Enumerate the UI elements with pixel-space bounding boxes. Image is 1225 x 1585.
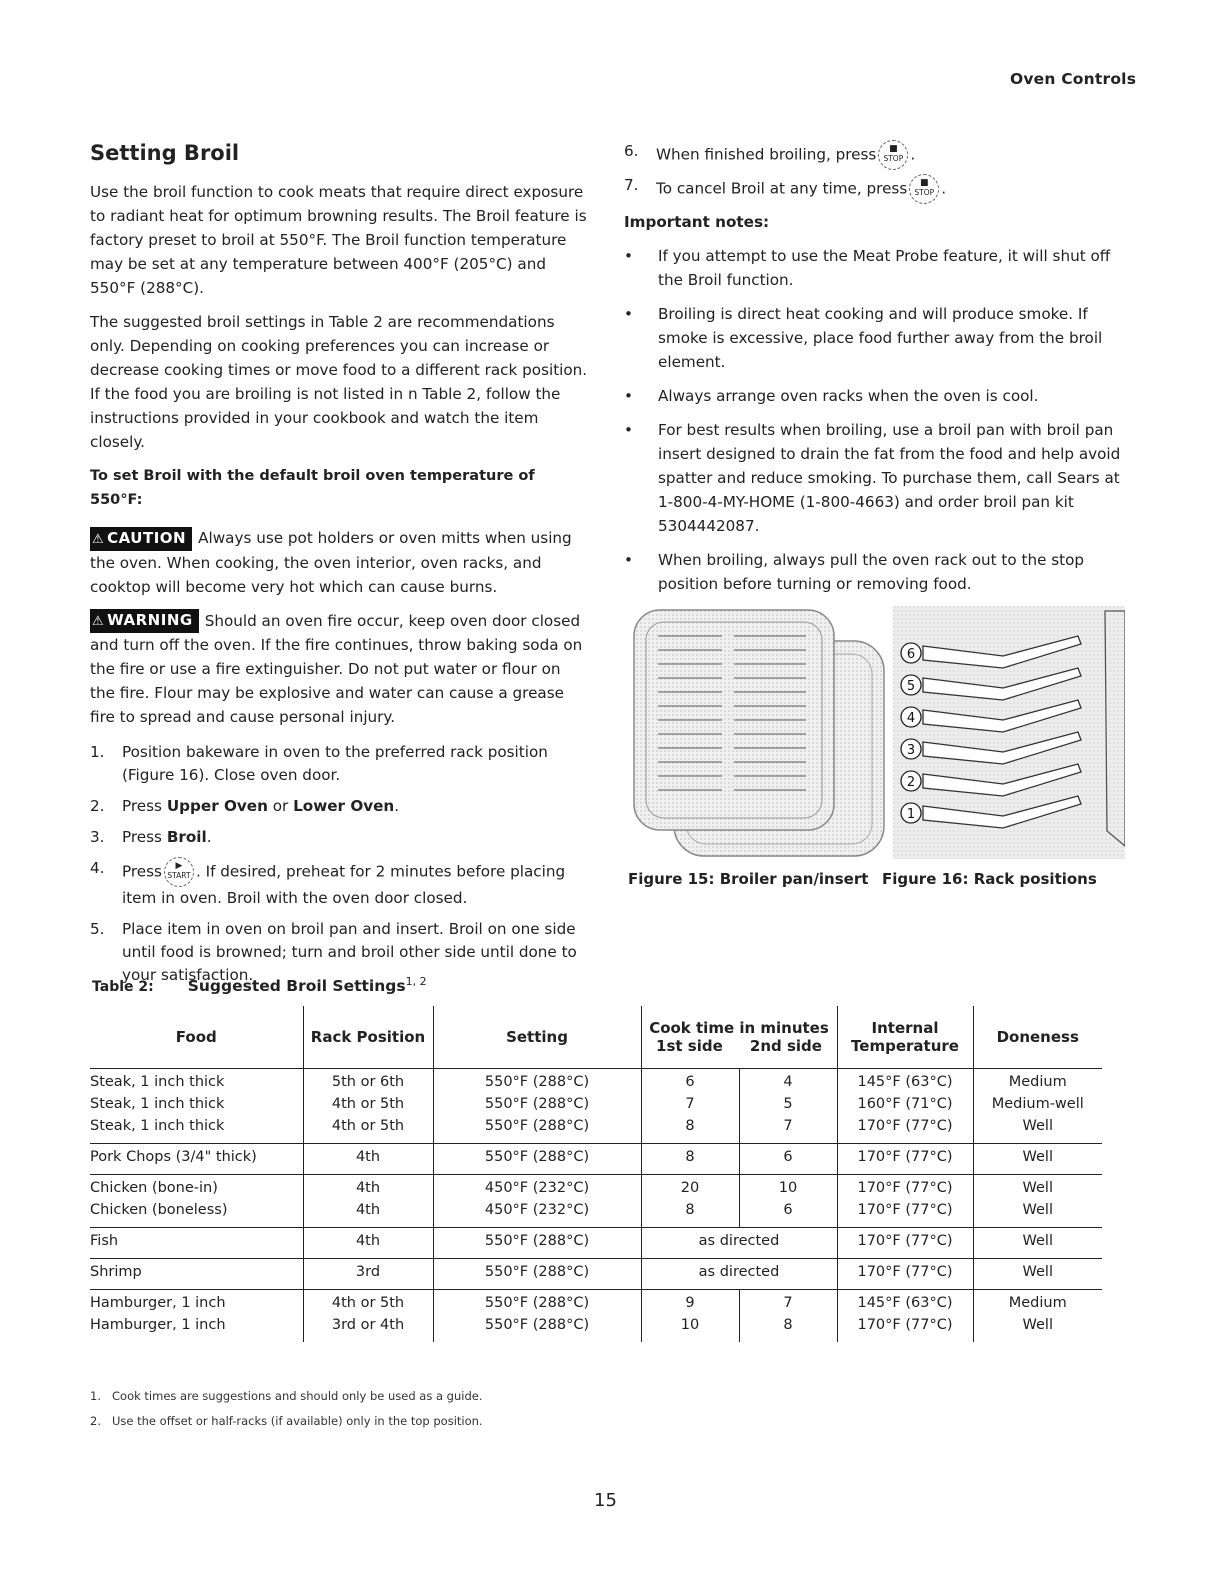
step-item: 4. Press ▶ START . If desired, preheat for 2 minutes before placing item in oven. Broil with the oven door closed. xyxy=(90,859,566,907)
table-cell: 6 7 8 xyxy=(641,1069,739,1144)
table-cell: Pork Chops (3/4" thick) xyxy=(90,1144,303,1175)
footnote: 1. Cook times are suggestions and should only be used as a guide. xyxy=(90,1389,483,1403)
stop-key-icon: ■ STOP xyxy=(878,140,908,170)
step-item: 2. Press Upper Oven or Lower Oven. xyxy=(90,797,400,815)
note-item: • Always arrange oven racks when the oven is cool. xyxy=(624,384,1124,408)
warning-notice xyxy=(90,609,590,730)
page-number: 15 xyxy=(594,1490,617,1511)
table-cell: as directed xyxy=(641,1228,837,1259)
table-row xyxy=(90,1259,1102,1290)
table-cell: Fish xyxy=(90,1228,303,1259)
table-title: Table 2: Suggested Broil Settings$^{1, 2}$ xyxy=(92,975,427,996)
table-cell: 170°F (77°C) xyxy=(837,1144,973,1175)
table-row xyxy=(90,1069,1102,1144)
table-cell: 170°F (77°C) xyxy=(837,1259,973,1290)
table-cell: Well Well xyxy=(973,1175,1102,1228)
table-cell: 4th xyxy=(303,1144,433,1175)
figure-16-caption: Figure 16: Rack positions xyxy=(882,870,1097,888)
table-cell: Chicken (bone-in) Chicken (boneless) xyxy=(90,1175,303,1228)
intro-paragraph: Use the broil function to cook meats that require direct exposure to radiant heat for optimum browning results. The Broil feature is factory preset to broil at 550°F. The Broil function temperature may be set at any temperature between 400°F (205°C) and 550°F (288°C). xyxy=(90,183,587,297)
right-column xyxy=(624,140,1124,606)
header-doneness: Doneness xyxy=(973,1006,1102,1069)
note-item: • If you attempt to use the Meat Probe feature, it will shut off the Broil function. xyxy=(624,244,1124,292)
table-cell: 550°F (288°C) xyxy=(433,1144,641,1175)
table-cell: 550°F (288°C) xyxy=(433,1228,641,1259)
table-cell: 10 6 xyxy=(739,1175,837,1228)
rack-number-label: 1 xyxy=(906,807,916,822)
table-cell: 4th xyxy=(303,1228,433,1259)
figure-15-caption: Figure 15: Broiler pan/insert xyxy=(628,870,869,888)
table-row xyxy=(90,1228,1102,1259)
broiler-pan-illustration xyxy=(624,606,886,859)
table-cell: 145°F (63°C) 160°F (71°C) 170°F (77°C) xyxy=(837,1069,973,1144)
table-cell: 20 8 xyxy=(641,1175,739,1228)
step-item: 7. To cancel Broil at any time, press ■ STOP . xyxy=(624,174,1124,204)
table-cell: 170°F (77°C) xyxy=(837,1228,973,1259)
table-cell: 550°F (288°C) 550°F (288°C) xyxy=(433,1290,641,1343)
table-cell: 7 8 xyxy=(739,1290,837,1343)
header-cook-time: Cook time in minutes 1st side 2nd side xyxy=(641,1006,837,1069)
section-header: Oven Controls xyxy=(1010,70,1137,88)
rack-positions-figure xyxy=(893,606,1125,859)
header-rack: Rack Position xyxy=(303,1006,433,1069)
table-cell: 450°F (232°C) 450°F (232°C) xyxy=(433,1175,641,1228)
left-column xyxy=(90,140,590,995)
note-item: • Broiling is direct heat cooking and will produce smoke. If smoke is excessive, place food further away from the broil element. xyxy=(624,302,1124,374)
warning-badge: ⚠ WARNING xyxy=(90,609,199,633)
table-cell: 5th or 6th 4th or 5th 4th or 5th xyxy=(303,1069,433,1144)
header-internal-temp: Internal Temperature xyxy=(837,1006,973,1069)
note-item: • For best results when broiling, use a broil pan with broil pan insert designed to drain the fat from the food and help avoid spatter and reduce smoking. To purchase them, call Sears at 1-800-4-MY-HOME (1-800-4663) and order broil pan kit 5304442087. xyxy=(624,418,1124,538)
footnote: 2. Use the offset or half-racks (if available) only in the top position. xyxy=(90,1414,483,1428)
caution-badge: ⚠ CAUTION xyxy=(90,527,192,551)
table-row xyxy=(90,1290,1102,1343)
table-cell: as directed xyxy=(641,1259,837,1290)
table-cell: 8 xyxy=(641,1144,739,1175)
step-item: 5. Place item in oven on broil pan and insert. Broil on one side until food is browned; turn and broil other side until done to your satisfaction. xyxy=(90,920,577,984)
step-item: 1. Position bakeware in oven to the preferred rack position (Figure 16). Close oven door. xyxy=(90,743,548,784)
rack-number-label: 5 xyxy=(906,679,916,694)
rack-positions-illustration xyxy=(893,606,1125,859)
table-cell: 4 5 7 xyxy=(739,1069,837,1144)
table-cell: Medium Well xyxy=(973,1290,1102,1343)
table-row xyxy=(90,1175,1102,1228)
table-cell: Shrimp xyxy=(90,1259,303,1290)
warning-triangle-icon: ⚠ xyxy=(92,614,105,629)
broiler-pan-figure xyxy=(624,606,886,859)
default-temp-subheading: To set Broil with the default broil oven temperature of 550°F: xyxy=(90,468,535,508)
header-food: Food xyxy=(90,1006,303,1069)
table-cell: Well xyxy=(973,1259,1102,1290)
warning-text: Should an oven fire occur, keep oven door closed and turn off the oven. If the fire continues, throw baking soda on the fire or use a fire extinguisher. Do not put water or flour on the fire. Flour may be explosive and water can cause a grease fire to spread and cause personal injury. xyxy=(90,611,583,726)
table-header-row xyxy=(90,1006,1102,1069)
rack-number-label: 4 xyxy=(906,711,916,726)
table-cell: 170°F (77°C) 170°F (77°C) xyxy=(837,1175,973,1228)
stop-key-icon: ■ STOP xyxy=(909,174,939,204)
important-notes-list xyxy=(624,244,1124,596)
start-key-icon: ▶ START xyxy=(164,857,194,887)
steps-list-continued xyxy=(624,140,1124,204)
table-cell: 145°F (63°C) 170°F (77°C) xyxy=(837,1290,973,1343)
rack-number-label: 2 xyxy=(906,775,916,790)
table-cell: Well xyxy=(973,1144,1102,1175)
table-cell: Medium Medium-well Well xyxy=(973,1069,1102,1144)
table-cell: 9 10 xyxy=(641,1290,739,1343)
rack-number-label: 6 xyxy=(906,647,916,662)
table-cell: Steak, 1 inch thick Steak, 1 inch thick Steak, 1 inch thick xyxy=(90,1069,303,1144)
table-cell: 6 xyxy=(739,1144,837,1175)
table-row xyxy=(90,1144,1102,1175)
table-cell: 550°F (288°C) 550°F (288°C) 550°F (288°C) xyxy=(433,1069,641,1144)
important-notes-heading: Important notes: xyxy=(624,213,770,231)
table-cell: 3rd xyxy=(303,1259,433,1290)
step-item: 6. When finished broiling, press ■ STOP . xyxy=(624,140,1124,170)
table-cell: 4th or 5th 3rd or 4th xyxy=(303,1290,433,1343)
steps-list xyxy=(90,741,590,987)
rack-number-label: 3 xyxy=(906,743,916,758)
step-item: 3. Press Broil. xyxy=(90,828,212,846)
table-cell: 550°F (288°C) xyxy=(433,1259,641,1290)
warning-triangle-icon: ⚠ xyxy=(92,531,105,547)
header-setting: Setting xyxy=(433,1006,641,1069)
settings-paragraph: The suggested broil settings in Table 2 are recommendations only. Depending on cooking preferences you can increase or decrease cooking times or move food to a different rack position. If the food you are broiling is not listed in n Table 2, follow the instructions provided in your cookbook and watch the item closely. xyxy=(90,313,588,451)
broil-settings-table xyxy=(90,1006,1102,1342)
caution-notice xyxy=(90,526,590,599)
caution-text: Always use pot holders or oven mitts when using the oven. When cooking, the oven interior, oven racks, and cooktop will become very hot which can cause burns. xyxy=(90,529,572,596)
table-cell: Hamburger, 1 inch Hamburger, 1 inch xyxy=(90,1295,226,1333)
page-title: Setting Broil xyxy=(90,141,240,165)
table-cell: Well xyxy=(973,1228,1102,1259)
table-cell: 4th 4th xyxy=(303,1175,433,1228)
note-item: • When broiling, always pull the oven rack out to the stop position before turning or removing food. xyxy=(624,548,1124,596)
